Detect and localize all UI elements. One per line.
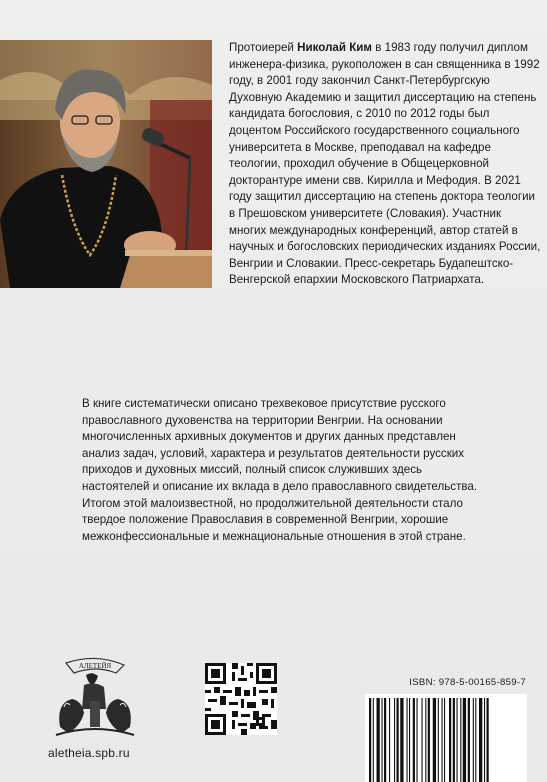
isbn-label: ISBN: 978-5-00165-859-7 bbox=[409, 677, 526, 688]
barcode-bar bbox=[475, 698, 476, 782]
barcode-bar bbox=[397, 698, 399, 782]
barcode-bar bbox=[377, 698, 380, 782]
barcode-bar bbox=[484, 698, 485, 782]
barcode-bar bbox=[487, 698, 489, 782]
barcode-bar bbox=[400, 698, 403, 782]
barcode-bar bbox=[479, 698, 482, 782]
barcode-bar bbox=[413, 698, 415, 782]
publisher-logo bbox=[46, 643, 144, 741]
barcode-bar bbox=[394, 698, 395, 782]
bio-prefix: Протоиерей bbox=[229, 41, 298, 54]
publisher-website: aletheia.spb.ru bbox=[48, 746, 130, 760]
logo-text: АЛЕТЕЙЯ bbox=[78, 662, 112, 670]
barcode-bar bbox=[473, 698, 474, 782]
barcode-bar bbox=[389, 698, 390, 782]
author-bio bbox=[229, 40, 541, 289]
barcode-bar bbox=[407, 698, 408, 782]
barcode-bar bbox=[460, 698, 461, 782]
barcode-bar bbox=[433, 698, 436, 782]
isbn-barcode bbox=[365, 694, 527, 782]
author-photo bbox=[0, 40, 212, 288]
barcode-bar bbox=[438, 698, 439, 782]
barcode-bar bbox=[373, 698, 374, 782]
barcode-bar bbox=[382, 698, 383, 782]
barcode-bar bbox=[422, 698, 423, 782]
barcode-bar bbox=[417, 698, 418, 782]
barcode-bar bbox=[409, 698, 410, 782]
barcode-bar bbox=[449, 698, 451, 782]
barcode-bar bbox=[444, 698, 445, 782]
barcode-bar bbox=[369, 698, 371, 782]
barcode-bar bbox=[457, 698, 458, 782]
barcode-bar bbox=[442, 698, 443, 782]
qr-code bbox=[205, 663, 277, 735]
barcode-bar bbox=[384, 698, 386, 782]
barcode-bar bbox=[463, 698, 466, 782]
author-name: Николай Ким bbox=[297, 41, 373, 54]
barcode-bar bbox=[425, 698, 426, 782]
barcode-bar bbox=[428, 698, 430, 782]
book-abstract: В книге систематически описано трехвековое присутствие русского православного духовенства на территории Венгрии. На основании многочисленных архивных документов и других данных представлен анализ задач, условий, характера и результатов деятельности русских приходов и духовных миссий, полный список служивших здесь настоятелей и описание их вклада в дело православного свидетельства. Итогом этой малоизвестной, но продолжительной деятельности стало твердое положение Православия в современной Венгрии, хорошие межконфессиональные и межнациональные отношения в этой стране. bbox=[82, 397, 478, 543]
barcode-bar bbox=[453, 698, 455, 782]
bio-text: в 1983 году получил диплом инженера-физика, рукоположен в сан священника в 1992 году, в 2001 году закончил Санкт-Петербургскую Духовную Академию и защитил диссертацию на степень кандидата богословия, с 2010 по 2012 годы был доцентом Российского государственного социального университета в Москве, преподавал на кафедре теологии, проходил обучение в Общецерковной докторантуре имени свв. Кирилла и Мефодия. В 2021 году защитил диссертацию на степень доктора теологии в Прешовском университете (Словакия). Участник многих международных конференций, автор статей в научных и богословских периодических изданиях России, Венгрии и Словакии. Пресс-секретарь Будапештско-Венгерской епархии Московского Патриархата. bbox=[229, 41, 541, 287]
barcode-bar bbox=[468, 698, 470, 782]
